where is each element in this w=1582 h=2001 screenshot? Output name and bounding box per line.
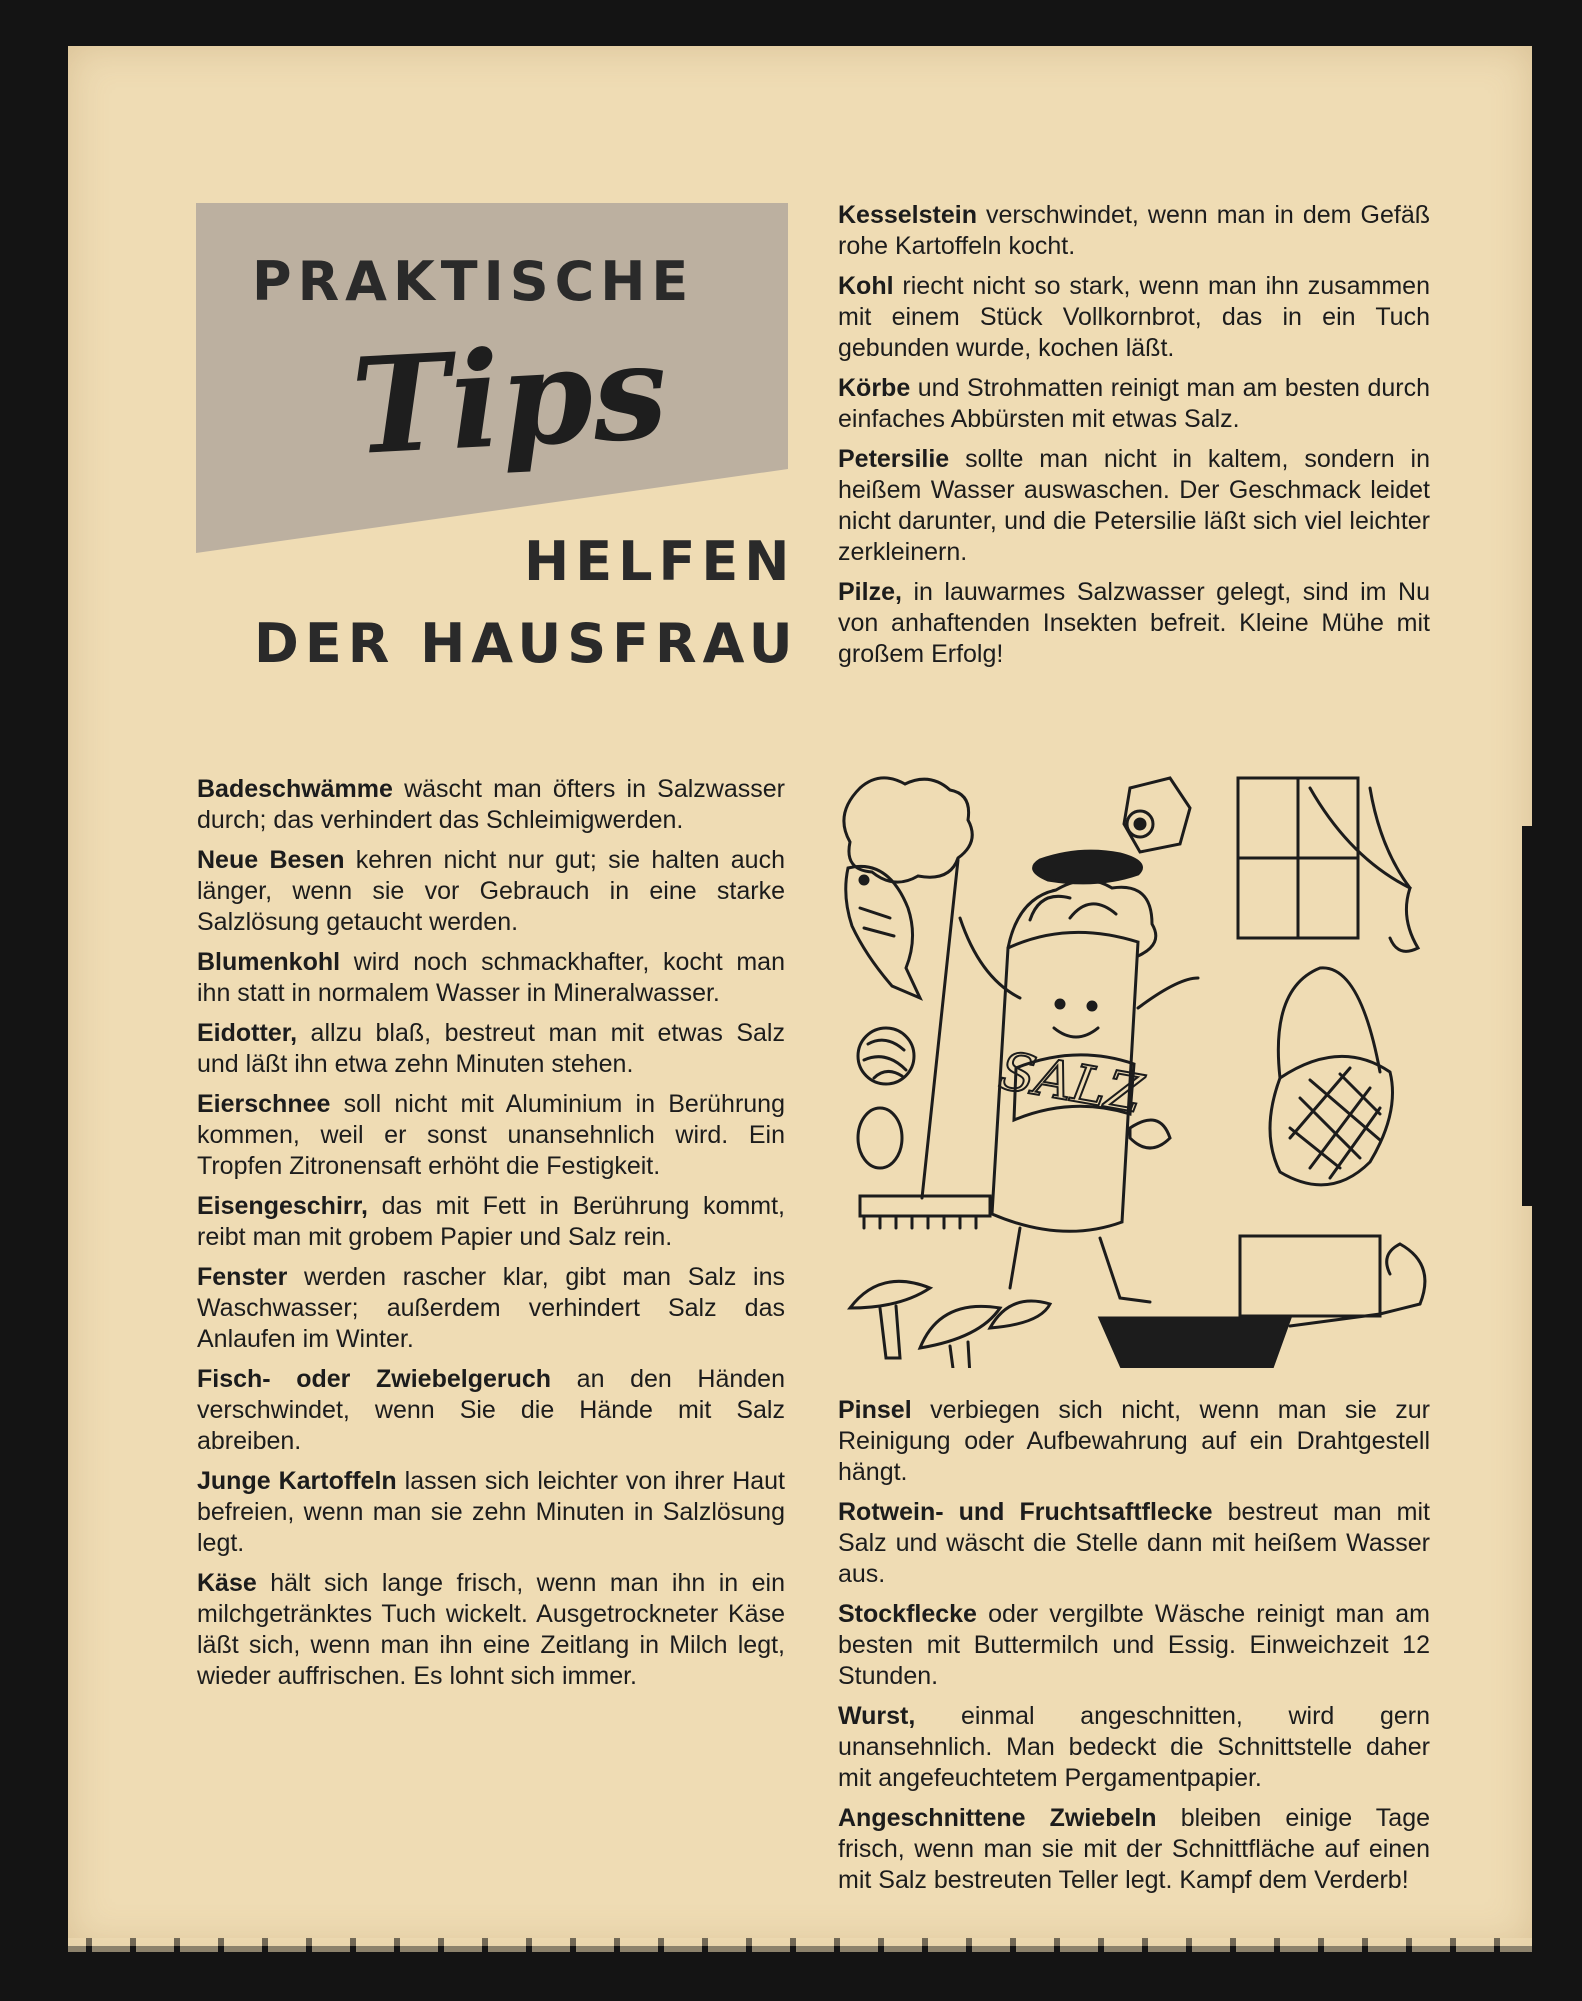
- tip-term: Neue Besen: [197, 846, 345, 874]
- tip-term: Fisch- oder Zwiebelgeruch: [197, 1365, 552, 1393]
- tip-text: verschwindet, wenn man in dem Gefäß rohe Kartoffeln kocht.: [838, 201, 1430, 260]
- tip-paragraph: [197, 1262, 785, 1355]
- salt-household-illustration: [840, 768, 1430, 1368]
- right-column-bottom: [838, 1395, 1430, 1905]
- headline-helfen: HELFEN: [524, 530, 796, 593]
- tip-paragraph: [197, 1089, 785, 1182]
- tip-text: in lauwarmes Salzwasser gelegt, sind im Nu von anhaftenden Insekten befreit. Kleine Mühe mit großem Erfolg!: [838, 578, 1430, 668]
- tip-text: an den Händen verschwindet, wenn Sie die Hände mit Salz abreiben.: [197, 1365, 785, 1455]
- basket-drawing: [1270, 968, 1393, 1185]
- salt-shaker-drawing: [1124, 778, 1190, 852]
- mushrooms-drawing: [850, 1281, 1050, 1368]
- tip-paragraph: [838, 1701, 1430, 1794]
- tip-paragraph: [838, 444, 1430, 568]
- tip-text: lassen sich leichter von ihrer Haut befreien, wenn man sie zehn Minuten in Salzlösung legt.: [197, 1467, 786, 1557]
- left-column: [197, 774, 785, 1701]
- tip-term: Petersilie: [838, 445, 950, 473]
- tip-term: Körbe: [838, 374, 911, 402]
- tip-text: und Strohmatten reinigt man am besten durch einfaches Abbürsten mit etwas Salz.: [838, 374, 1430, 433]
- tip-text: allzu blaß, bestreut man mit etwas Salz und läßt ihn etwa zehn Minuten stehen.: [197, 1019, 785, 1078]
- tip-text: werden rascher klar, gibt man Salz ins Waschwasser; außerdem verhindert Salz das Anlaufen im Winter.: [197, 1263, 785, 1353]
- tip-term: Fenster: [197, 1263, 288, 1291]
- tip-text: einmal angeschnitten, wird gern unansehnlich. Man bedeckt die Schnittstelle daher mit angefeuchtetem Pergamentpapier.: [838, 1702, 1430, 1792]
- tip-paragraph: [197, 1568, 785, 1692]
- tip-paragraph: [197, 1018, 785, 1080]
- tip-paragraph: [838, 200, 1430, 262]
- tip-term: Angeschnittene Zwiebeln: [838, 1804, 1157, 1832]
- tip-term: Rotwein- und Fruchtsaftflecke: [838, 1498, 1213, 1526]
- tip-paragraph: [838, 1599, 1430, 1692]
- yarn-ball-drawing: [858, 1028, 914, 1084]
- tip-text: soll nicht mit Aluminium in Berührung kommen, weil er sonst unansehnlich wird. Ein Tropfen Zitronensaft erhöht die Festigkeit.: [197, 1090, 785, 1180]
- tip-paragraph: [838, 577, 1430, 670]
- torn-edge: [1522, 826, 1532, 1206]
- tip-term: Kesselstein: [838, 201, 977, 229]
- can-label: SALZ: [994, 1041, 1147, 1126]
- headline-tips: Tips: [348, 313, 671, 486]
- tip-text: wäscht man öfters in Salzwasser durch; das verhindert das Schleimigwerden.: [197, 775, 785, 834]
- tip-paragraph: [838, 1803, 1430, 1896]
- tip-term: Badeschwämme: [197, 775, 393, 803]
- tip-paragraph: [838, 1497, 1430, 1590]
- tip-text: kehren nicht nur gut; sie halten auch länger, wenn sie vor Gebrauch in eine starke Salzlösung getaucht werden.: [197, 846, 785, 936]
- puddle-drawing: [1034, 851, 1142, 883]
- tip-paragraph: [197, 1191, 785, 1253]
- headline-der-hausfrau: DER HAUSFRAU: [254, 612, 799, 675]
- tip-paragraph: [197, 947, 785, 1009]
- tip-term: Kohl: [838, 272, 894, 300]
- tip-term: Eisengeschirr,: [197, 1192, 368, 1220]
- tip-text: das mit Fett in Berührung kommt, reibt man mit grobem Papier und Salz rein.: [197, 1192, 785, 1251]
- egg-drawing: [858, 1108, 902, 1168]
- tip-text: bleiben einige Tage frisch, wenn man sie mit der Schnittfläche auf einen mit Salz bestreuten Teller legt. Kampf dem Verderb!: [838, 1804, 1430, 1894]
- tip-text: bestreut man mit Salz und wäscht die Stelle dann mit heißem Wasser aus.: [838, 1498, 1430, 1588]
- tip-paragraph: [838, 373, 1430, 435]
- right-column-top: [838, 200, 1430, 679]
- tip-term: Wurst,: [838, 1702, 916, 1730]
- tip-paragraph: [197, 1466, 785, 1559]
- torn-edge: [68, 1938, 1532, 1952]
- tip-paragraph: [197, 1364, 785, 1457]
- tip-term: Stockflecke: [838, 1600, 977, 1628]
- tip-text: verbiegen sich nicht, wenn man sie zur Reinigung oder Aufbewahrung auf ein Drahtgestell hängt.: [838, 1396, 1430, 1486]
- headline-praktische: PRAKTISCHE: [252, 250, 695, 313]
- tip-paragraph: [197, 845, 785, 938]
- fish-drawing: [846, 866, 920, 998]
- tip-text: hält sich lange frisch, wenn man ihn in ein milchgetränktes Tuch wickelt. Ausgetrockneter Käse läßt sich, wenn man ihn eine Zeitlang in Milch legt, wieder auffrischen. Es lohnt sich immer.: [197, 1569, 785, 1690]
- tip-paragraph: [838, 1395, 1430, 1488]
- tip-term: Eidotter,: [197, 1019, 298, 1047]
- window-drawing: [1238, 778, 1418, 951]
- tip-term: Blumenkohl: [197, 948, 341, 976]
- tip-text: riecht nicht so stark, wenn man ihn zusammen mit einem Stück Vollkornbrot, das in ein Tuch gebunden wurde, kochen läßt.: [838, 272, 1430, 362]
- tip-text: sollte man nicht in kaltem, sondern in heißem Wasser auswaschen. Der Geschmack leidet nicht darunter, und die Petersilie läßt sich viel leichter zerkleinern.: [838, 445, 1430, 566]
- tip-term: Pinsel: [838, 1396, 912, 1424]
- tip-term: Junge Kartoffeln: [197, 1467, 397, 1495]
- tip-term: Eierschnee: [197, 1090, 331, 1118]
- tip-text: wird noch schmackhafter, kocht man ihn statt in normalem Wasser in Mineralwasser.: [197, 948, 785, 1007]
- tip-text: oder vergilbte Wäsche reinigt man am besten mit Buttermilch und Essig. Einweichzeit 12 Stunden.: [838, 1600, 1430, 1690]
- tip-term: Käse: [197, 1569, 257, 1597]
- tip-paragraph: [838, 271, 1430, 364]
- tip-paragraph: [197, 774, 785, 836]
- tip-term: Pilze,: [838, 578, 902, 606]
